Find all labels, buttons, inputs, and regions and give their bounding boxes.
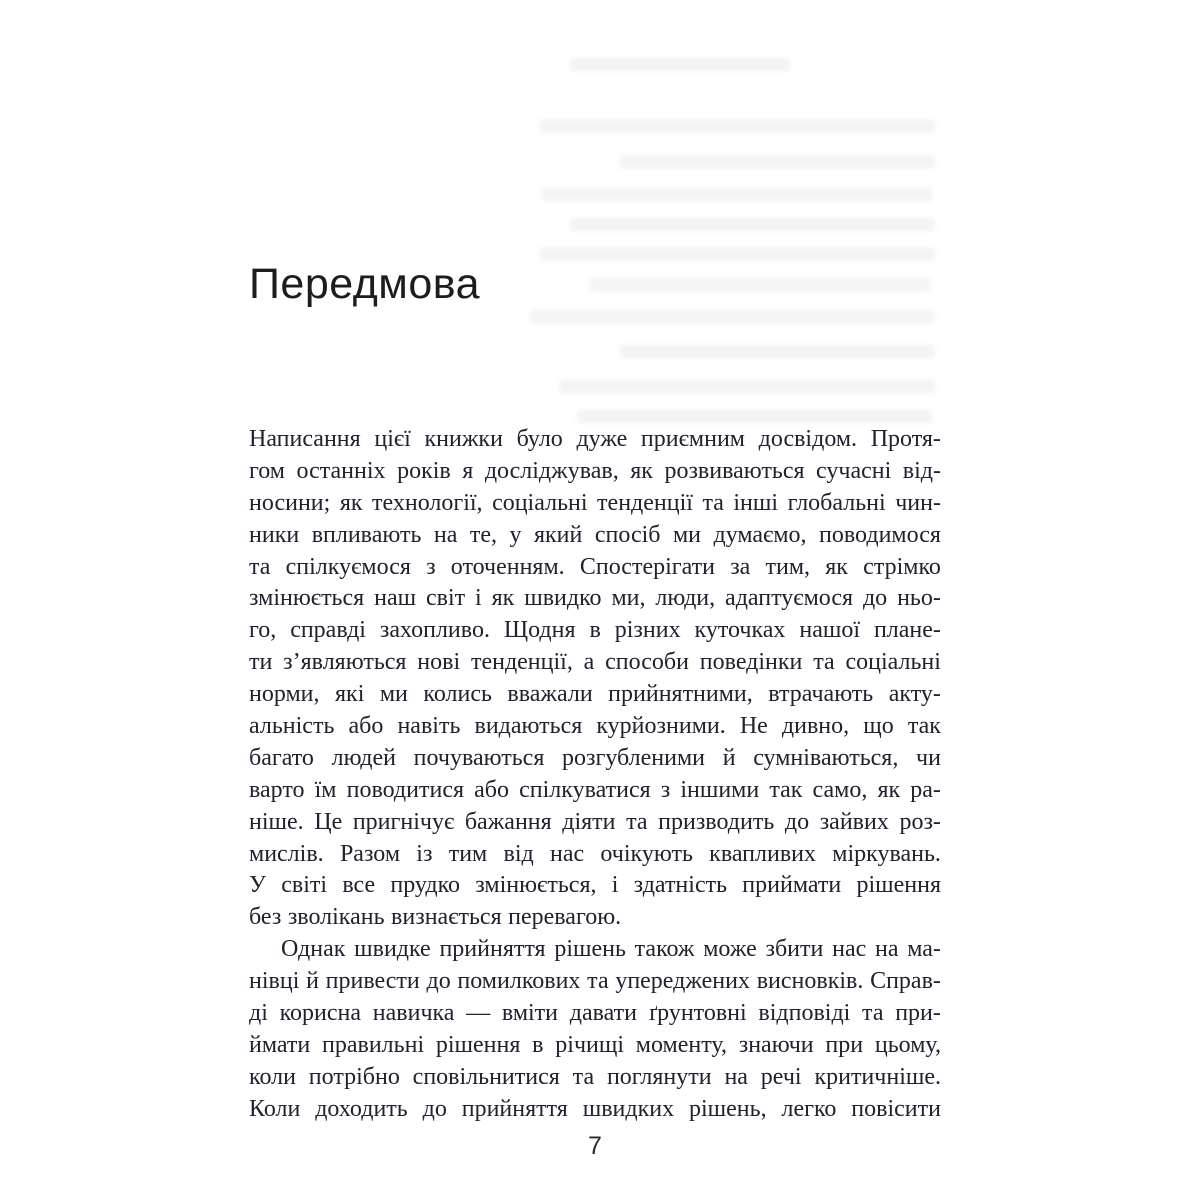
- text-line: багато людей почуваються розгубленими й сумніваються, чи: [249, 744, 941, 771]
- page-number: 7: [588, 1132, 602, 1160]
- text-line: ники впливають на те, у який спосіб ми думаємо, поводимося: [249, 521, 941, 548]
- text-line: змінюється наш світ і як швидко ми, люди, адаптуємося до ньо-: [249, 585, 941, 612]
- ghost-text-line: [540, 248, 935, 261]
- text-line: ді корисна навичка — вміти давати ґрунтовні відповіді та при-: [249, 1000, 941, 1027]
- text-line: коли потрібно сповільнитися та поглянути на речі критичніше.: [249, 1063, 941, 1090]
- text-line: нівці й привести до помилкових та упереджених висновків. Справ-: [249, 968, 941, 995]
- ghost-text-line: [577, 410, 932, 423]
- ghost-text-line: [590, 278, 930, 291]
- text-line: альність або навіть видаються курйозними. Не дивно, що так: [249, 713, 941, 740]
- paragraph: [249, 936, 941, 1127]
- text-line: Коли доходить до прийняття швидких рішень, легко повісити: [249, 1095, 941, 1122]
- text-line: ти з’являються нові тенденції, а способи поведінки та соціальні: [249, 649, 941, 676]
- ghost-text-line: [570, 58, 790, 71]
- text-line: ймати правильні рішення в річищі моменту, знаючи при цьому,: [249, 1031, 941, 1058]
- ghost-text-line: [542, 188, 932, 201]
- body-text: [249, 426, 941, 1128]
- text-line: без зволікань визнається перевагою.: [249, 904, 622, 931]
- ghost-text-line: [620, 345, 935, 358]
- text-line: та спілкуємося з оточенням. Спостерігати за тим, як стрімко: [249, 553, 941, 580]
- text-line: варто їм поводитися або спілкуватися з іншими так само, як ра-: [249, 776, 941, 803]
- chapter-title: Передмова: [249, 260, 481, 308]
- text-line: ніше. Це пригнічує бажання діяти та призводить до зайвих роз-: [249, 808, 941, 835]
- text-line: Написання цієї книжки було дуже приємним досвідом. Протя-: [249, 426, 941, 452]
- ghost-text-line: [540, 120, 935, 133]
- text-line: У світі все прудко змінюється, і здатність приймати рішення: [249, 872, 941, 899]
- paragraph: [249, 426, 941, 936]
- text-line: норми, які ми колись вважали прийнятними, втрачають акту-: [249, 681, 941, 708]
- ghost-text-line: [530, 310, 935, 323]
- ghost-text-line: [620, 155, 935, 168]
- text-line: Однак швидке прийняття рішень також може збити нас на ма-: [281, 936, 941, 963]
- ghost-text-line: [570, 218, 935, 231]
- text-line: мислів. Разом із тим від нас очікують квапливих міркувань.: [249, 840, 941, 867]
- text-line: носини; як технології, соціальні тенденції та інші глобальні чин-: [249, 489, 941, 516]
- text-line: го, справді захопливо. Щодня в різних куточках нашої плане-: [249, 617, 941, 644]
- ghost-text-line: [560, 380, 935, 393]
- text-line: гом останніх років я досліджував, як розвиваються сучасні від-: [249, 457, 941, 484]
